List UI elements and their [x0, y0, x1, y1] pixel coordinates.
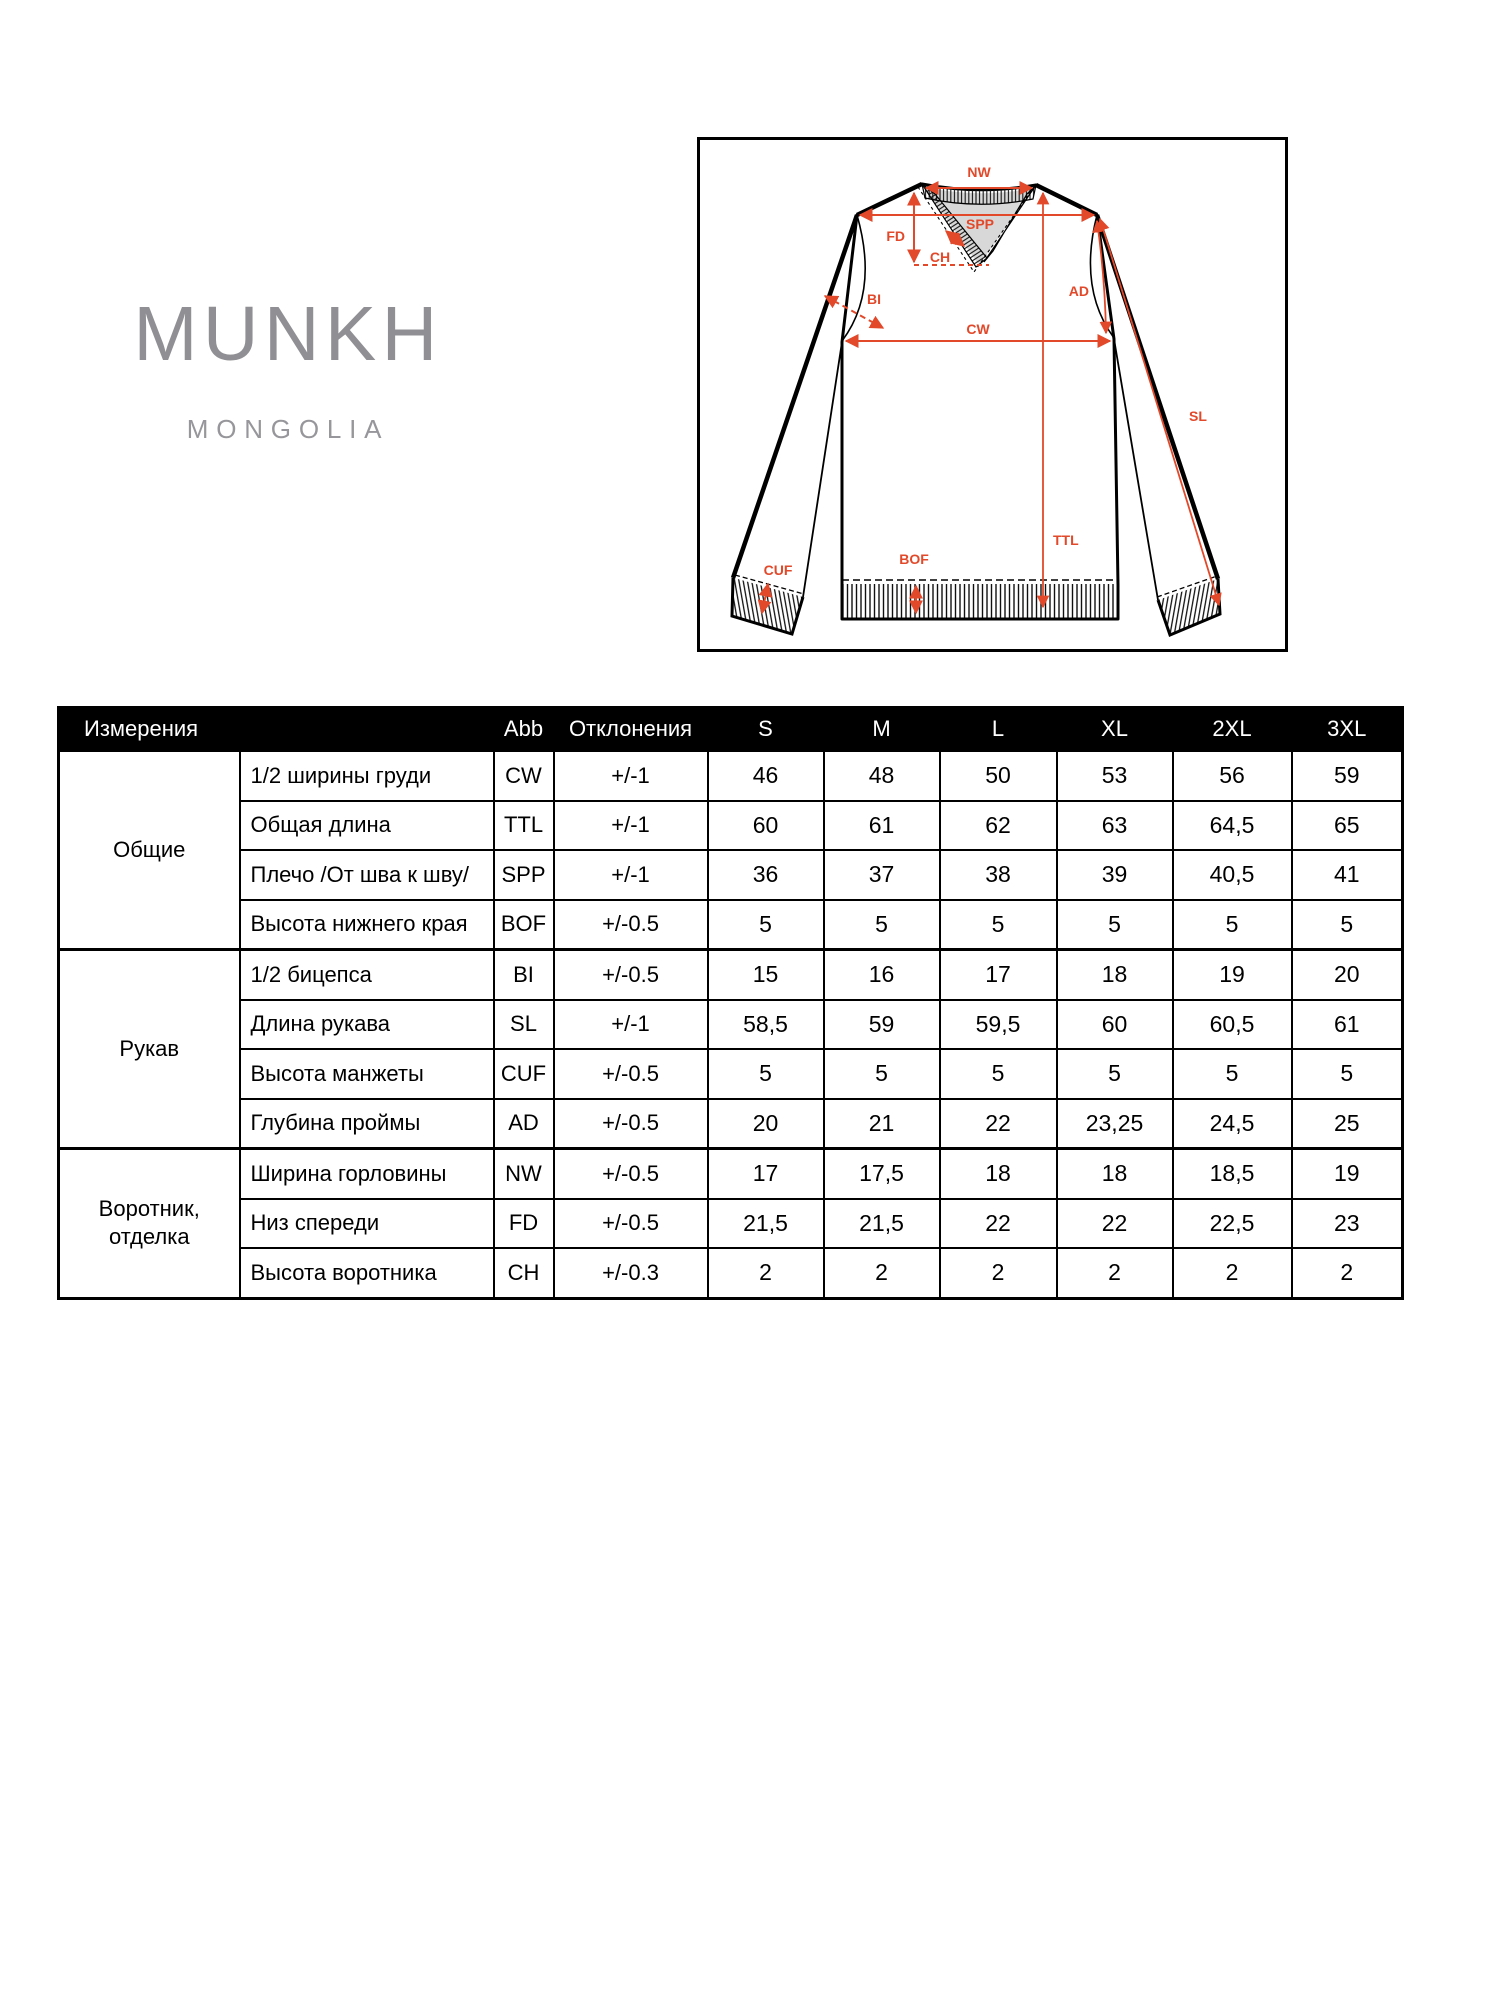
table-row: [59, 751, 1403, 801]
value-cell: 21,5: [824, 1199, 940, 1249]
dev-cell: +/-0.5: [554, 900, 708, 950]
abb-cell: BI: [494, 950, 554, 1000]
value-cell: 5: [940, 900, 1057, 950]
size-table-body: [59, 751, 1403, 1299]
value-cell: 2: [1057, 1248, 1173, 1298]
abb-cell: NW: [494, 1149, 554, 1199]
group-label: Рукав: [59, 950, 240, 1149]
value-cell: 5: [1057, 1049, 1173, 1099]
value-cell: 5: [1173, 1049, 1292, 1099]
value-cell: 21,5: [708, 1199, 824, 1249]
group-label: Общие: [59, 751, 240, 950]
label-bi: BI: [867, 291, 881, 307]
value-cell: 2: [1292, 1248, 1403, 1298]
table-header-row: [59, 708, 1403, 751]
header-measurements: Измерения: [59, 708, 494, 751]
hem-ribbing: [843, 584, 1117, 618]
value-cell: 59: [824, 1000, 940, 1050]
value-cell: 5: [824, 900, 940, 950]
label-ch: CH: [929, 249, 951, 265]
dev-cell: +/-0.3: [554, 1248, 708, 1298]
value-cell: 38: [940, 850, 1057, 900]
brand-subtitle: MONGOLIA: [186, 414, 390, 444]
value-cell: 18: [1057, 1149, 1173, 1199]
dev-cell: +/-0.5: [554, 1099, 708, 1149]
value-cell: 24,5: [1173, 1099, 1292, 1149]
size-table: [57, 706, 1404, 1300]
value-cell: 60,5: [1173, 1000, 1292, 1050]
label-cell: Длина рукава: [240, 1000, 494, 1050]
table-row: [59, 950, 1403, 1000]
label-cell: Ширина горловины: [240, 1149, 494, 1199]
abb-cell: CH: [494, 1248, 554, 1298]
label-cell: 1/2 ширины груди: [240, 751, 494, 801]
value-cell: 60: [1057, 1000, 1173, 1050]
value-cell: 2: [708, 1248, 824, 1298]
value-cell: 46: [708, 751, 824, 801]
value-cell: 41: [1292, 850, 1403, 900]
label-nw: NW: [967, 164, 991, 180]
value-cell: 17: [940, 950, 1057, 1000]
dev-cell: +/-1: [554, 751, 708, 801]
value-cell: 2: [940, 1248, 1057, 1298]
value-cell: 39: [1057, 850, 1173, 900]
abb-cell: SL: [494, 1000, 554, 1050]
header-size-xl: XL: [1057, 708, 1173, 751]
dev-cell: +/-1: [554, 1000, 708, 1050]
abb-cell: TTL: [494, 801, 554, 851]
value-cell: 2: [824, 1248, 940, 1298]
label-sl: SL: [1189, 408, 1207, 424]
abb-cell: SPP: [494, 850, 554, 900]
label-fd: FD: [886, 228, 905, 244]
dev-cell: +/-0.5: [554, 1049, 708, 1099]
header-size-m: M: [824, 708, 940, 751]
value-cell: 18: [940, 1149, 1057, 1199]
header-abb: Abb: [494, 708, 554, 751]
label-cell: Плечо /От шва к шву/: [240, 850, 494, 900]
label-ad: AD: [1068, 283, 1089, 299]
dev-cell: +/-1: [554, 850, 708, 900]
label-cuf: CUF: [763, 562, 793, 578]
value-cell: 25: [1292, 1099, 1403, 1149]
value-cell: 22: [940, 1199, 1057, 1249]
value-cell: 22: [940, 1099, 1057, 1149]
value-cell: 18: [1057, 950, 1173, 1000]
label-ttl: TTL: [1053, 532, 1079, 548]
value-cell: 5: [1057, 900, 1173, 950]
value-cell: 17: [708, 1149, 824, 1199]
value-cell: 62: [940, 801, 1057, 851]
dev-cell: +/-0.5: [554, 1199, 708, 1249]
table-row: [59, 1099, 1403, 1149]
value-cell: 48: [824, 751, 940, 801]
header-deviation: Отклонения: [554, 708, 708, 751]
abb-cell: FD: [494, 1199, 554, 1249]
value-cell: 5: [1292, 900, 1403, 950]
abb-cell: CW: [494, 751, 554, 801]
label-cell: 1/2 бицепса: [240, 950, 494, 1000]
dev-cell: +/-0.5: [554, 950, 708, 1000]
value-cell: 61: [824, 801, 940, 851]
label-cell: Высота воротника: [240, 1248, 494, 1298]
label-cell: Высота манжеты: [240, 1049, 494, 1099]
value-cell: 15: [708, 950, 824, 1000]
table-row: [59, 850, 1403, 900]
table-row: [59, 900, 1403, 950]
value-cell: 65: [1292, 801, 1403, 851]
table-row: [59, 1199, 1403, 1249]
header-size-l: L: [940, 708, 1057, 751]
value-cell: 22: [1057, 1199, 1173, 1249]
value-cell: 17,5: [824, 1149, 940, 1199]
value-cell: 56: [1173, 751, 1292, 801]
value-cell: 20: [1292, 950, 1403, 1000]
value-cell: 18,5: [1173, 1149, 1292, 1199]
label-cell: Низ спереди: [240, 1199, 494, 1249]
label-cell: Общая длина: [240, 801, 494, 851]
value-cell: 36: [708, 850, 824, 900]
value-cell: 5: [1292, 1049, 1403, 1099]
value-cell: 64,5: [1173, 801, 1292, 851]
value-cell: 5: [940, 1049, 1057, 1099]
label-spp: SPP: [965, 216, 995, 232]
value-cell: 59: [1292, 751, 1403, 801]
header-size-s: S: [708, 708, 824, 751]
value-cell: 5: [708, 900, 824, 950]
value-cell: 20: [708, 1099, 824, 1149]
value-cell: 58,5: [708, 1000, 824, 1050]
table-row: [59, 1049, 1403, 1099]
header-size-2xl: 2XL: [1173, 708, 1292, 751]
table-row: [59, 1248, 1403, 1298]
value-cell: 21: [824, 1099, 940, 1149]
value-cell: 5: [1173, 900, 1292, 950]
value-cell: 50: [940, 751, 1057, 801]
table-row: [59, 1149, 1403, 1199]
value-cell: 37: [824, 850, 940, 900]
value-cell: 60: [708, 801, 824, 851]
value-cell: 5: [708, 1049, 824, 1099]
label-cw: CW: [966, 321, 990, 337]
value-cell: 61: [1292, 1000, 1403, 1050]
value-cell: 19: [1173, 950, 1292, 1000]
value-cell: 63: [1057, 801, 1173, 851]
value-cell: 53: [1057, 751, 1173, 801]
sweater-diagram: [697, 137, 1288, 652]
dev-cell: +/-0.5: [554, 1149, 708, 1199]
value-cell: 5: [824, 1049, 940, 1099]
value-cell: 23: [1292, 1199, 1403, 1249]
value-cell: 16: [824, 950, 940, 1000]
dev-cell: +/-1: [554, 801, 708, 851]
abb-cell: AD: [494, 1099, 554, 1149]
value-cell: 22,5: [1173, 1199, 1292, 1249]
label-cell: Высота нижнего края: [240, 900, 494, 950]
table-row: [59, 1000, 1403, 1050]
value-cell: 40,5: [1173, 850, 1292, 900]
value-cell: 2: [1173, 1248, 1292, 1298]
brand-logo: MUNKH: [133, 291, 443, 377]
value-cell: 19: [1292, 1149, 1403, 1199]
label-bof: BOF: [899, 551, 929, 567]
abb-cell: CUF: [494, 1049, 554, 1099]
abb-cell: BOF: [494, 900, 554, 950]
table-row: [59, 801, 1403, 851]
label-cell: Глубина проймы: [240, 1099, 494, 1149]
value-cell: 23,25: [1057, 1099, 1173, 1149]
value-cell: 59,5: [940, 1000, 1057, 1050]
group-label: Воротник, отделка: [59, 1149, 240, 1299]
header-size-3xl: 3XL: [1292, 708, 1403, 751]
